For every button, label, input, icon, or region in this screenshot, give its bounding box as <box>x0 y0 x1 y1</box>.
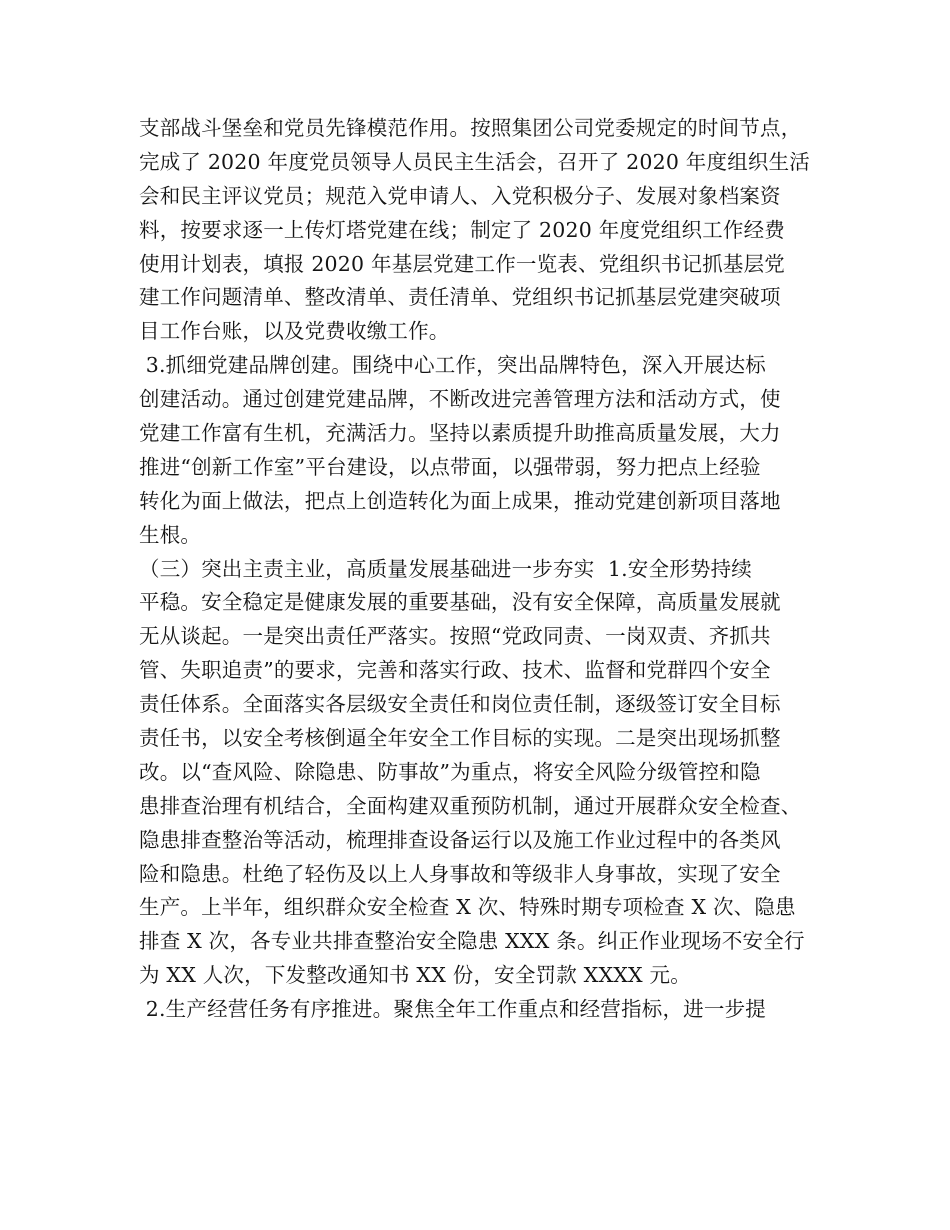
text-line: 2.生产经营任务有序推进。聚焦全年工作重点和经营指标，进一步提 <box>139 997 766 1022</box>
text-line: 生根。 <box>139 522 202 547</box>
text-line: 平稳。安全稳定是健康发展的重要基础，没有安全保障，高质量发展就 <box>139 590 781 615</box>
text-line: 险和隐患。杜绝了轻伤及以上人身事故和等级非人身事故，实现了安全 <box>139 861 781 886</box>
text-line: （三）突出主责主业，高质量发展基础进一步夯实 1.安全形势持续 <box>139 556 752 581</box>
text-line: 创建活动。通过创建党建品牌，不断改进完善管理方法和活动方式，使 <box>139 387 781 412</box>
text-line: 使用计划表，填报 2020 年基层党建工作一览表、党组织书记抓基层党 <box>139 251 786 276</box>
text-line: 隐患排查整治等活动，梳理排查设备运行以及施工作业过程中的各类风 <box>139 827 781 852</box>
text-line: 目工作台账，以及党费收缴工作。 <box>139 319 450 344</box>
body-text <box>139 112 829 1027</box>
text-line: 患排查治理有机结合，全面构建双重预防机制，通过开展群众安全检查、 <box>139 793 802 818</box>
text-line: 转化为面上做法，把点上创造转化为面上成果，推动党建创新项目落地 <box>139 488 781 513</box>
text-line: 会和民主评议党员；规范入党申请人、入党积极分子、发展对象档案资 <box>139 183 781 208</box>
text-line: 责任体系。全面落实各层级安全责任和岗位责任制，逐级签订安全目标 <box>139 692 781 717</box>
text-line: 管、失职追责”的要求，完善和落实行政、技术、监督和党群四个安全 <box>139 658 771 683</box>
text-line: 3.抓细党建品牌创建。围绕中心工作，突出品牌特色，深入开展达标 <box>139 353 766 378</box>
text-line: 料，按要求逐一上传灯塔党建在线；制定了 2020 年度党组织工作经费 <box>139 217 786 242</box>
text-line: 推进“创新工作室”平台建设，以点带面，以强带弱，努力把点上经验 <box>139 454 761 479</box>
text-line: 生产。上半年，组织群众安全检查 X 次、特殊时期专项检查 X 次、隐患 <box>139 895 796 920</box>
text-line: 改。以“查风险、除隐患、防事故”为重点，将安全风险分级管控和隐 <box>139 759 761 784</box>
text-line: 建工作问题清单、整改清单、责任清单、党组织书记抓基层党建突破项 <box>139 285 781 310</box>
text-line: 为 XX 人次，下发整改通知书 XX 份，安全罚款 XXXX 元。 <box>139 963 691 988</box>
text-line: 责任书，以安全考核倒逼全年安全工作目标的实现。二是突出现场抓整 <box>139 726 781 751</box>
text-line: 排查 X 次，各专业共排查整治安全隐患 XXX 条。纠正作业现场不安全行 <box>139 929 805 954</box>
text-line: 完成了 2020 年度党员领导人员民主生活会，召开了 2020 年度组织生活 <box>139 149 811 174</box>
text-line: 无从谈起。一是突出责任严落实。按照“党政同责、一岗双责、齐抓共 <box>139 624 771 649</box>
text-line: 党建工作富有生机，充满活力。坚持以素质提升助推高质量发展，大力 <box>139 421 781 446</box>
text-line: 支部战斗堡垒和党员先锋模范作用。按照集团公司党委规定的时间节点， <box>139 116 802 140</box>
